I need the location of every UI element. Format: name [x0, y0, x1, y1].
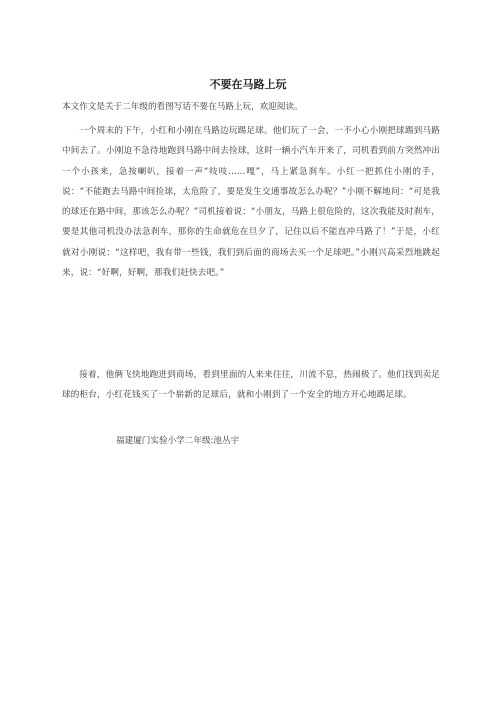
intro-text: 本文作文是关于二年级的看图写话不要在马路上玩，欢迎阅读。: [62, 102, 303, 112]
paragraph-2: 接着，他俩飞快地跑进到商场，看到里面的人来来往往，川流不息，热闹极了。他们找到卖足球的柜台，小红花钱买了一个崭新的足球后，就和小刚到了一个安全的地方开心地踢足球。: [62, 370, 440, 401]
document-title: 不要在马路上玩: [209, 78, 287, 91]
author-signature: 福建厦门实验小学二年级:池丛宇: [116, 436, 240, 446]
paragraph-1: 一个周末的下午，小红和小刚在马路边玩踢足球。他们玩了一会，一不小心小刚把球踢到马路中间去了。小刚迫不急待地跑到马路中间去捡球，这时一辆小汽车开来了，司机看到前方突然冲出一个小孩来，急按喇叭，接着一声“吱吱……嘎”，马上紧急刹车。小红一把抓住小刚的手，说：“不能跑去马路中间捡球，太危险了，要是发生交通事故怎么办呢？”小刚不解地问：“可是我的球还在路中间，那该怎么办呢？”司机接着说：“小朋友，马路上很危险的，这次我能及时刹车，要是其他司机没办法急刹车，那你的生命就危在旦夕了，记住以后不能直冲马路了！”于是，小红就对小刚说：“这样吧，我有带一些钱，我们到后面的商场去买一个足球吧。”小刚兴高采烈地跳起来，说：“好啊，好啊，那我们赶快去吧。”: [62, 126, 440, 279]
